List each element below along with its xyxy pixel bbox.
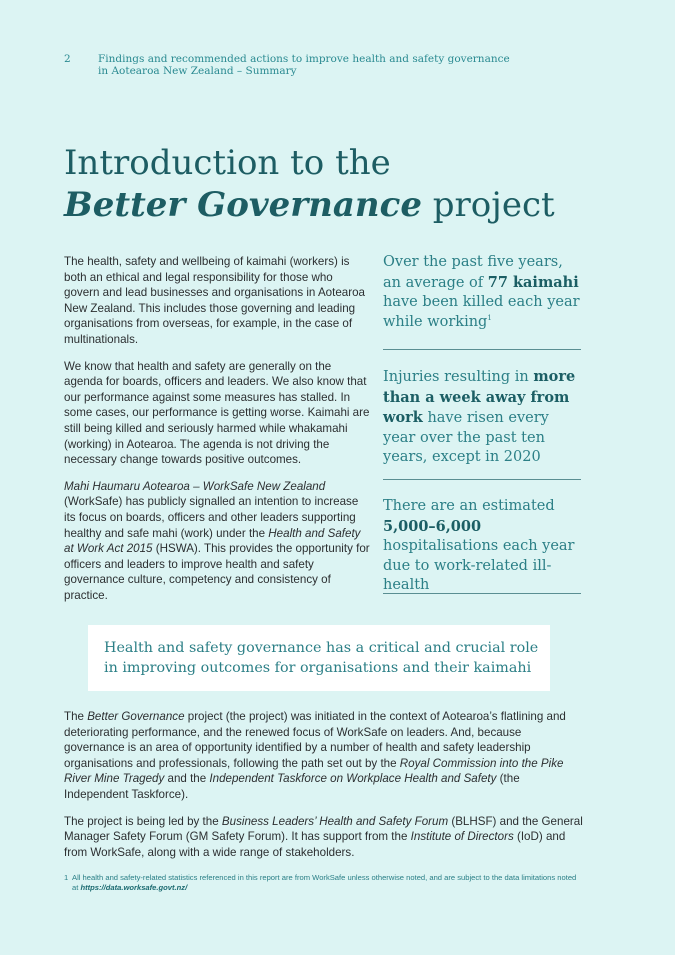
- stat-2-after: have risen every year over the past ten years, except in 2020: [383, 410, 549, 466]
- footnote: [64, 873, 584, 893]
- intro-paragraph-2: We know that health and safety are generally on the agenda for boards, officers and leaders. We also know that our performance against some measures has stalled. In some cases, our performance is getting worse. Kaimahi are still being killed and seriously harmed while whakamahi (working) in Aotearoa. The agenda is not driving the necessary change towards positive outcomes.: [64, 359, 370, 467]
- footnote-ref: 1: [487, 313, 492, 322]
- divider: [383, 349, 581, 350]
- royal-commission-name: Royal Commission into the Pike River Mine Tragedy: [64, 756, 564, 786]
- background-paragraph-1: [64, 709, 584, 803]
- stat-3-bold: 5,000–6,000: [383, 517, 482, 535]
- intro-p3-text2: (HSWA). This provides the opportunity for officers and leaders to improve health and safety governance culture, competency and consistency of practice.: [64, 542, 370, 602]
- bg-p1-a: The: [64, 710, 88, 723]
- footnote-text: [72, 873, 584, 893]
- stat-3-after: hospitalisations each year due to work-related ill-health: [383, 538, 575, 594]
- bg-p2-a: The project is being led by the: [64, 814, 222, 828]
- callout-text: Health and safety governance has a critical and crucial role in improving outcomes for organisations and their kaimahi: [104, 640, 539, 676]
- stat-1-after: have been killed each year while working: [383, 294, 580, 330]
- stats-column: [383, 253, 581, 594]
- callout-box: [88, 625, 550, 691]
- bg-p1-b: project (the project) was initiated in the context of Aotearoa’s flatlining and deteriorating performance, and the renewed focus of WorkSafe on leaders. And, because governance is an area of opportunity identified by a number of health and safety leadership organisations and professionals, following the path set out by the: [64, 710, 566, 770]
- blhsf-name: Business Leaders’ Health and Safety Forum: [221, 814, 449, 828]
- project-background: [64, 709, 584, 871]
- footnote-body: All health and safety-related statistics referenced in this report are from WorkSafe unless otherwise noted, and are subject to the data limitations noted at: [72, 873, 577, 892]
- header-title: [98, 53, 578, 77]
- iod-name: Institute of Directors: [410, 830, 514, 844]
- intro-paragraph-3: [64, 479, 371, 604]
- stat-injuries: [383, 367, 581, 466]
- intro-p3-text1: (WorkSafe) has publicly signalled an intention to increase its focus on boards, officers and other leaders supporting healthy and safe mahi (work) under the: [64, 495, 359, 540]
- background-paragraph-2: [64, 814, 584, 861]
- bg-p1-c: and the: [164, 772, 210, 786]
- bg-p2-c: (IoD) and from WorkSafe, along with a wide range of stakeholders.: [64, 830, 566, 859]
- bg-p1-d: (the Independent Taskforce).: [64, 772, 520, 801]
- intro-paragraph-1: The health, safety and wellbeing of kaimahi (workers) is both an ethical and legal responsibility for those who govern and lead businesses and organisations in Aotearoa New Zealand. This includes those governing and leading organisations from overseas, for example, in the case of multinationals.: [64, 255, 366, 346]
- header-title-line2: in Aotearoa New Zealand – Summary: [98, 65, 297, 77]
- stat-fatalities: [383, 253, 581, 333]
- worksafe-name: Mahi Haumaru Aotearoa – WorkSafe New Zealand: [64, 479, 326, 493]
- stat-1-before: Over the past five years, an average of: [383, 254, 563, 291]
- stat-hospitalisations: [383, 497, 581, 594]
- bg-p2-b: (BLHSF) and the General Manager Safety Forum (GM Safety Forum). It has support from the: [64, 814, 583, 844]
- stat-1-bold: 77 kaimahi: [487, 273, 579, 291]
- hswa-name: Health and Safety at Work Act 2015: [64, 526, 361, 556]
- header-title-line1: Findings and recommended actions to improve health and safety governance: [98, 53, 510, 65]
- page-title: [64, 142, 624, 226]
- footnote-link[interactable]: https://data.worksafe.govt.nz/: [80, 883, 188, 892]
- intro-column: [64, 254, 371, 614]
- stat-2-before: Injuries resulting in: [383, 369, 534, 385]
- project-name: Better Governance: [87, 710, 185, 723]
- stat-2-bold: more than a week away from work: [383, 368, 576, 427]
- title-line1: Introduction to the: [64, 143, 391, 183]
- page-number: 2: [64, 53, 71, 65]
- divider: [383, 479, 581, 480]
- stat-3-before: There are an estimated: [383, 498, 555, 514]
- taskforce-name: Independent Taskforce on Workplace Health and Safety: [209, 772, 497, 786]
- title-italic: Better Governance: [64, 185, 422, 225]
- title-line2-rest: project: [421, 185, 555, 225]
- footnote-number: 1: [64, 873, 69, 882]
